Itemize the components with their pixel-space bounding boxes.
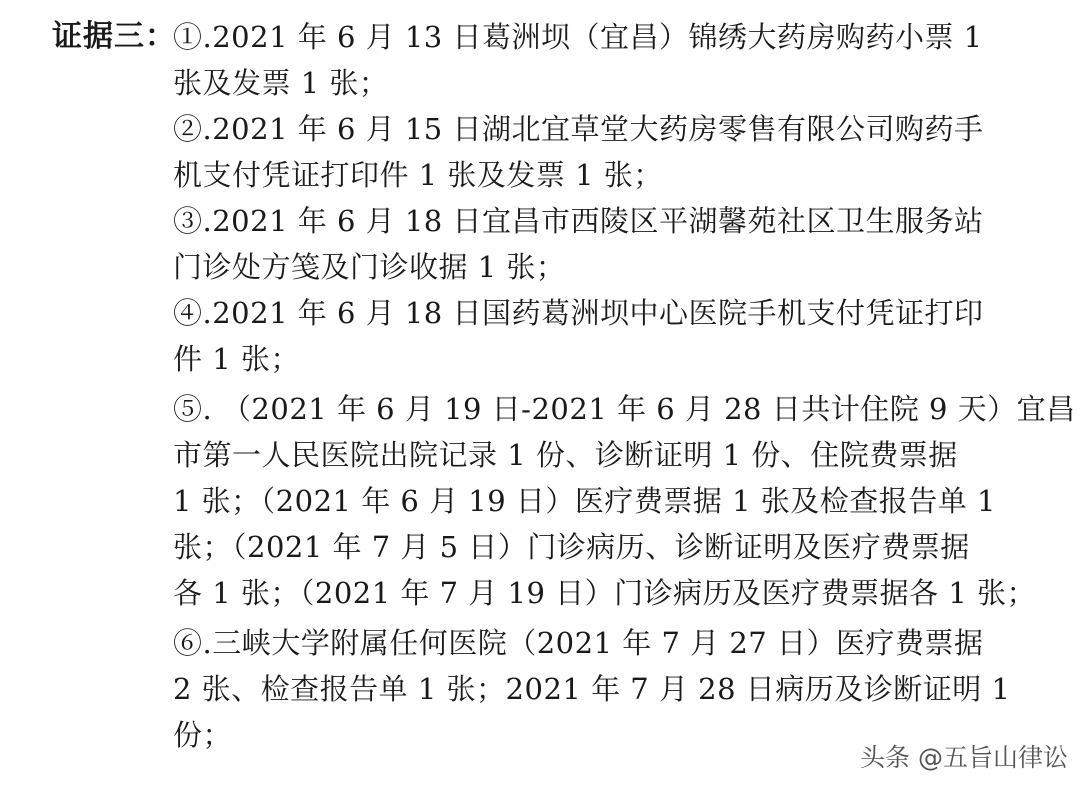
text-line-14: ⑥.三峡大学附属任何医院（2021 年 7 月 27 日）医疗费票据: [173, 626, 984, 660]
text-line-7: ④.2021 年 6 月 18 日国药葛洲坝中心医院手机支付凭证打印: [173, 296, 984, 330]
text-line-4: 机支付凭证打印件 1 张及发票 1 张；: [173, 158, 663, 192]
text-line-9: ⑤. （2021 年 6 月 19 日-2021 年 6 月 28 日共计住院 9 天）宜昌: [173, 392, 1076, 426]
text-line-12: 张；（2021 年 7 月 5 日）门诊病历、诊断证明及医疗费票据: [173, 530, 970, 564]
text-line-2: 张及发票 1 张；: [173, 66, 389, 100]
text-line-8: 件 1 张；: [173, 342, 300, 376]
text-line-6: 门诊处方笺及门诊收据 1 张；: [173, 250, 566, 284]
text-line-1: ①.2021 年 6 月 13 日葛洲坝（宜昌）锦绣大药房购药小票 1: [173, 20, 983, 54]
evidence-heading: 证据三：: [52, 19, 176, 54]
source-watermark: 头条 @五旨山律讼: [860, 743, 1068, 772]
text-line-16: 份；: [173, 718, 233, 752]
text-line-15: 2 张、检查报告单 1 张；2021 年 7 月 28 日病历及诊断证明 1: [173, 672, 1011, 706]
text-line-3: ②.2021 年 6 月 15 日湖北宜草堂大药房零售有限公司购药手: [173, 112, 984, 146]
text-line-10: 市第一人民医院出院记录 1 份、诊断证明 1 份、住院费票据: [173, 438, 958, 472]
text-line-11: 1 张；（2021 年 6 月 19 日）医疗费票据 1 张及检查报告单 1: [173, 484, 996, 518]
text-line-5: ③.2021 年 6 月 18 日宜昌市西陵区平湖馨苑社区卫生服务站: [173, 204, 984, 238]
text-line-13: 各 1 张；（2021 年 7 月 19 日）门诊病历及医疗费票据各 1 张；: [173, 576, 1037, 610]
